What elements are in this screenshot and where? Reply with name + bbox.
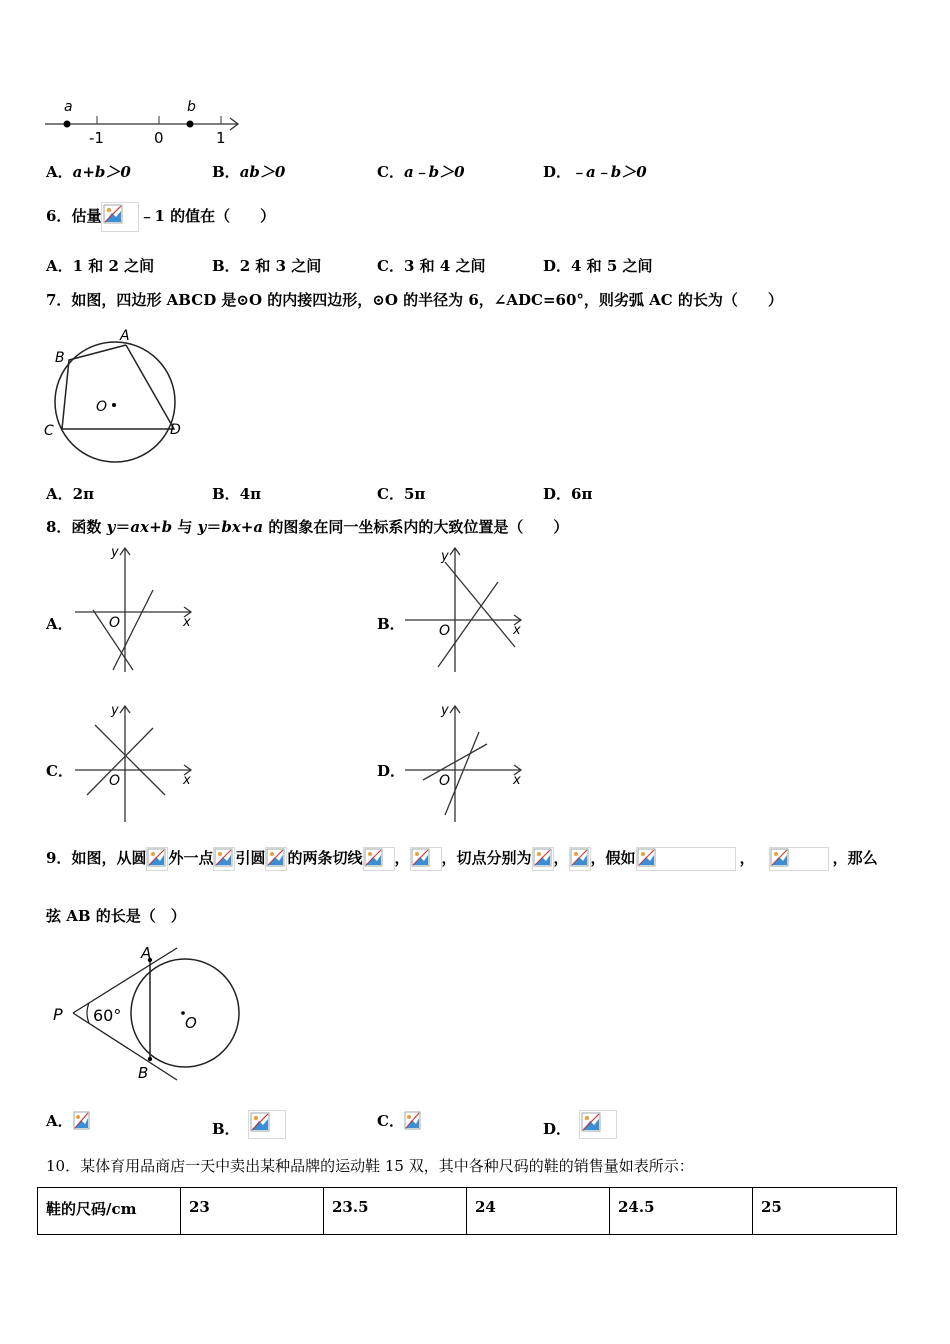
q9-text: ，	[553, 849, 569, 867]
option-text: 3 和 4 之间	[403, 257, 486, 275]
option-text: 1 和 2 之间	[72, 257, 155, 275]
q7-option-a[interactable]	[46, 483, 94, 504]
q8-graph-b	[403, 542, 528, 674]
q7-option-c[interactable]	[377, 483, 425, 504]
label-O: O	[96, 399, 108, 415]
angle-label: 60°	[93, 1006, 122, 1025]
broken-image-icon	[248, 1110, 286, 1139]
q6-option-a[interactable]	[46, 255, 154, 276]
point-a	[64, 121, 71, 128]
axis-y: y	[441, 703, 449, 718]
q9-number: 9．	[46, 849, 72, 867]
table-row	[38, 1188, 897, 1235]
label-P: P	[53, 1005, 63, 1024]
q10-stem: 10．某体育用品商店一天中卖出某种品牌的运动鞋 15 双，其中各种尺码的鞋的销售量如表所示：	[46, 1157, 694, 1175]
q9-text: ，切点分别为	[441, 849, 532, 867]
q8-stem	[46, 516, 568, 537]
option-text: ﹣a﹣b＞0	[571, 163, 647, 181]
q9-tangent-figure	[45, 940, 250, 1085]
q8-text: 8．函数	[46, 518, 107, 536]
axis-o: O	[439, 773, 451, 789]
q8-text: ＝	[206, 518, 222, 536]
broken-image-icon	[532, 847, 554, 871]
option-label: B．	[212, 1120, 240, 1138]
q9-text: ，假如	[590, 849, 636, 867]
q5-option-d[interactable]	[543, 161, 647, 182]
broken-image-icon	[569, 847, 591, 871]
q8-option-c[interactable]: C．	[46, 762, 73, 780]
table-cell: 24	[467, 1188, 610, 1235]
option-text: 2 和 3 之间	[239, 257, 322, 275]
label-neg1: -1	[89, 129, 104, 147]
q6-option-b[interactable]	[212, 255, 321, 276]
q7-stem: 7．如图，四边形 ABCD 是⊙O 的内接四边形，⊙O 的半径为 6，∠ADC=60°，则劣弧 AC 的长为（ ）	[46, 291, 783, 309]
label-B: B	[55, 350, 65, 366]
q8-text: b	[161, 518, 173, 536]
q8-text: 的图象在同一坐标系内的大致位置是（ ）	[263, 518, 569, 536]
q6-post: ﹣1 的值在（ ）	[139, 207, 276, 225]
q6-number: 6．	[46, 207, 72, 225]
q9-option-d[interactable]	[543, 1110, 617, 1139]
broken-image-icon	[265, 847, 287, 871]
q8-graph-d	[403, 700, 528, 825]
option-text: a﹣b＞0	[403, 163, 465, 181]
q8-text: y	[197, 518, 207, 536]
option-label: D．	[543, 1120, 572, 1138]
table-cell: 23	[181, 1188, 324, 1235]
broken-image-icon	[636, 847, 736, 871]
option-label: A．	[46, 257, 73, 275]
q9-text: 的两条切线	[287, 849, 363, 867]
q9-text: ，	[739, 849, 755, 867]
label-A: A	[141, 944, 152, 962]
q9-text: ，	[394, 849, 410, 867]
q8-option-a[interactable]: A．	[46, 615, 73, 633]
q7-option-d[interactable]	[543, 483, 592, 504]
label-C: C	[44, 423, 54, 439]
q8-text: ＝	[115, 518, 131, 536]
table-header-cell: 鞋的尺码/cm	[38, 1188, 181, 1235]
option-label: C．	[377, 1112, 404, 1130]
broken-image-icon	[101, 202, 139, 232]
option-label: B．	[212, 257, 240, 275]
axis-y: y	[441, 549, 449, 564]
option-label: B．	[212, 163, 240, 181]
q9-line2: 弦 AB 的长是（ ）	[46, 907, 186, 925]
broken-image-icon	[146, 847, 168, 871]
axis-o: O	[109, 615, 121, 631]
q7-circle-figure	[40, 322, 190, 467]
option-text: a+b＞0	[72, 163, 131, 181]
q9-stem	[46, 840, 878, 876]
option-label: D．	[543, 163, 572, 181]
broken-image-icon	[73, 1111, 89, 1131]
option-label: D．	[543, 485, 572, 503]
table-cell: 25	[753, 1188, 897, 1235]
option-label: C．	[377, 163, 404, 181]
axis-y: y	[111, 703, 119, 718]
option-label: C．	[377, 485, 404, 503]
table-cell: 23.5	[324, 1188, 467, 1235]
label-D: D	[170, 422, 181, 438]
q9-text: 如图，从圆	[71, 849, 147, 867]
point-b	[187, 121, 194, 128]
q8-text: 与	[172, 518, 198, 536]
q8-text: bx	[221, 518, 241, 536]
q8-graph-a	[73, 542, 198, 674]
option-text: 2π	[72, 485, 95, 503]
label-b: b	[187, 99, 196, 115]
axis-x: x	[183, 615, 191, 630]
q9-option-c[interactable]	[377, 1110, 420, 1131]
q8-text: +	[149, 518, 162, 536]
axis-x: x	[513, 773, 521, 788]
label-O: O	[185, 1014, 197, 1032]
q8-text: y	[106, 518, 116, 536]
q5-option-a[interactable]	[46, 161, 131, 182]
option-label: A．	[46, 485, 73, 503]
label-B: B	[138, 1064, 149, 1082]
q7-option-b[interactable]	[212, 483, 261, 504]
q5-option-b[interactable]	[212, 161, 285, 182]
label-A: A	[120, 328, 130, 344]
option-label: A．	[46, 163, 73, 181]
number-line-figure	[40, 96, 250, 148]
broken-image-icon	[404, 1111, 420, 1131]
option-text: 6π	[571, 485, 593, 503]
shoe-size-table	[37, 1187, 897, 1235]
q8-graph-c	[73, 700, 198, 825]
q8-option-b[interactable]: B．	[377, 615, 405, 633]
q8-option-d[interactable]: D．	[377, 762, 406, 780]
q6-option-c[interactable]	[377, 255, 486, 276]
broken-image-icon	[769, 847, 829, 871]
broken-image-icon	[213, 847, 235, 871]
option-text: 4 和 5 之间	[571, 257, 653, 275]
option-label: D．	[543, 257, 572, 275]
q6-pre: 估量	[71, 207, 102, 225]
label-zero: 0	[154, 129, 164, 147]
q9-option-a[interactable]	[46, 1110, 89, 1131]
broken-image-icon	[410, 847, 442, 871]
q8-text: a	[253, 518, 264, 536]
axis-x: x	[183, 773, 191, 788]
option-text: ab＞0	[239, 163, 286, 181]
q9-text: 引圆	[235, 849, 266, 867]
label-a: a	[64, 99, 73, 115]
q5-option-c[interactable]	[377, 161, 465, 182]
option-label: C．	[377, 257, 404, 275]
q6-stem	[46, 199, 275, 233]
axis-y: y	[111, 545, 119, 560]
q6-option-d[interactable]	[543, 255, 653, 276]
option-label: B．	[212, 485, 240, 503]
axis-x: x	[513, 623, 521, 638]
option-text: 5π	[403, 485, 426, 503]
q8-text: +	[240, 518, 254, 536]
option-text: 4π	[239, 485, 262, 503]
q8-text: ax	[130, 518, 150, 536]
axis-o: O	[109, 773, 121, 789]
broken-image-icon	[363, 847, 395, 871]
label-one: 1	[216, 129, 226, 147]
q9-option-b[interactable]	[212, 1110, 286, 1139]
table-cell: 24.5	[610, 1188, 753, 1235]
option-label: A．	[46, 1112, 73, 1130]
axis-o: O	[439, 623, 451, 639]
q9-text: 外一点	[168, 849, 214, 867]
q9-text: ，那么	[832, 849, 878, 867]
broken-image-icon	[579, 1110, 617, 1139]
